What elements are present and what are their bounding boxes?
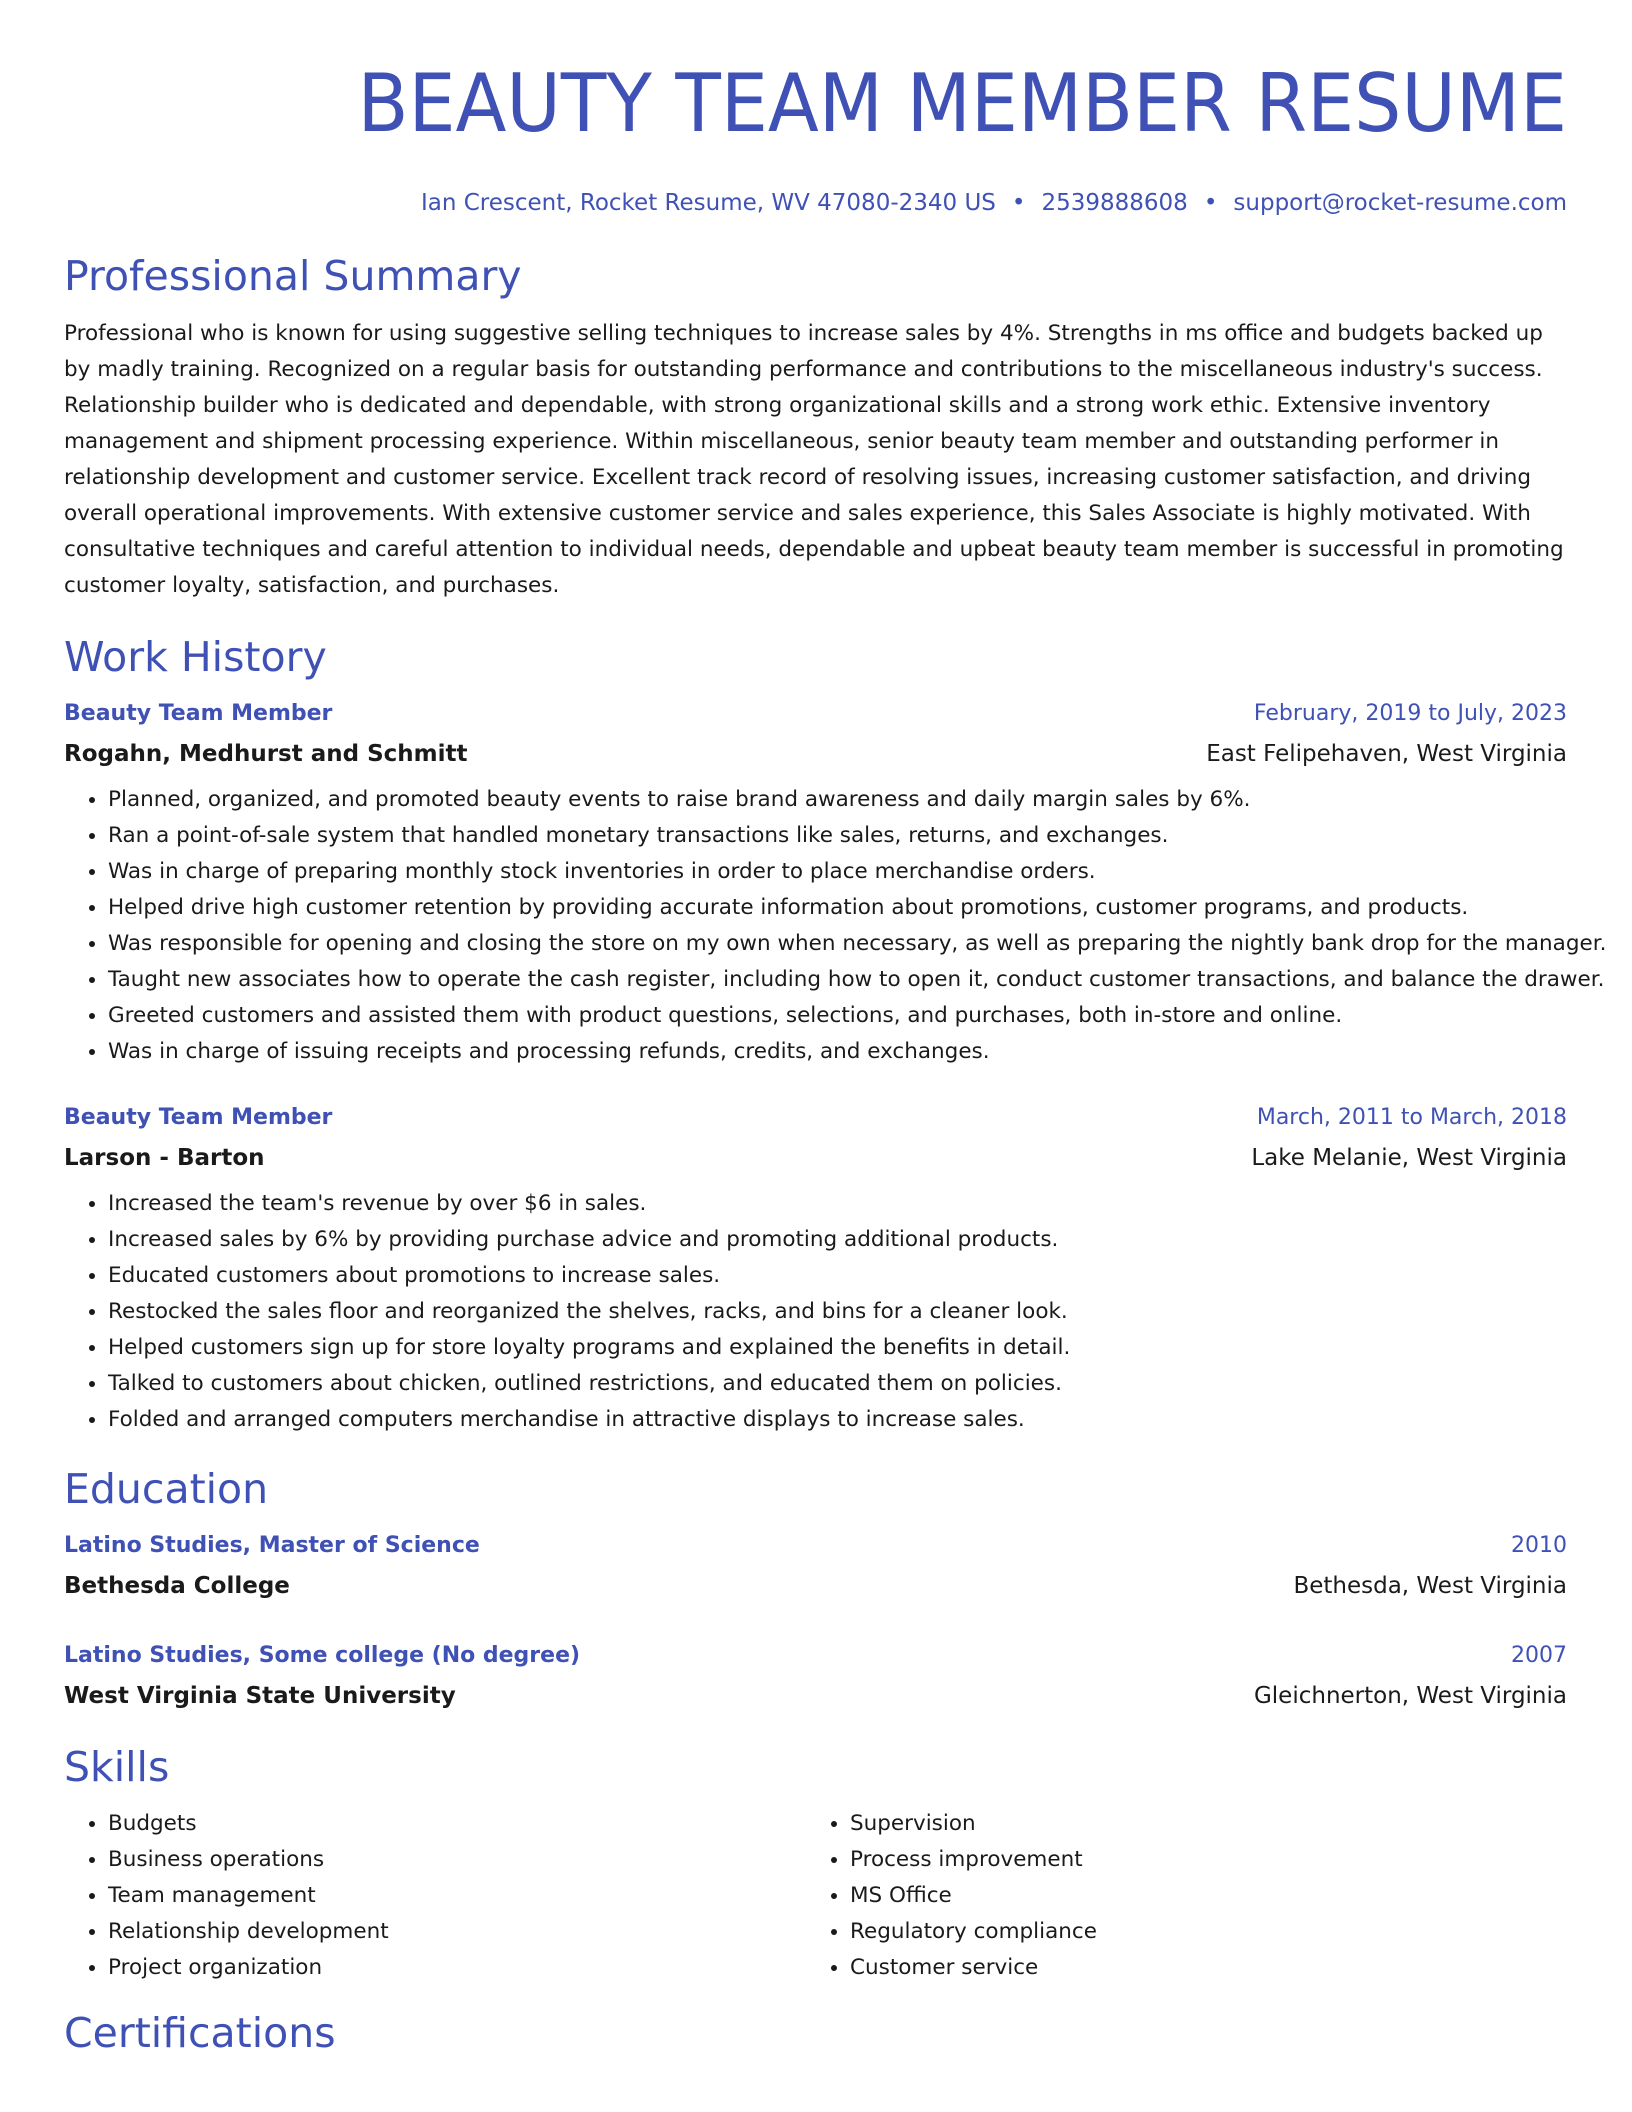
skill-item: • Project organization bbox=[108, 1950, 806, 1986]
job-location: East Felipehaven, West Virginia bbox=[1206, 741, 1567, 767]
skills-grid bbox=[64, 1806, 1567, 1986]
contact-line bbox=[64, 188, 1567, 218]
skill-item: • Team management bbox=[108, 1878, 806, 1914]
job-company: Rogahn, Medhurst and Schmitt bbox=[64, 741, 468, 767]
summary-text: Professional who is known for using suggestive selling techniques to increase sales by 4%. Strengths in ms office and budgets backed up by madly training. Recognized on a regular basis for outstanding performance and contributions to the miscellaneous industry's success. Relationship builder who is dedicated and dependable, with strong organizational skills and a strong work ethic. Extensive inventory management and shipment processing experience. Within miscellaneous, senior beauty team member and outstanding performer in relationship development and customer service. Excellent track record of resolving issues, increasing customer satisfaction, and driving overall operational improvements. With extensive customer service and sales experience, this Sales Associate is highly motivated. With consultative techniques and careful attention to individual needs, dependable and upbeat beauty team member is successful in promoting customer loyalty, satisfaction, and purchases. bbox=[64, 321, 1564, 598]
education-degree-row bbox=[64, 1526, 1567, 1566]
education-entry bbox=[64, 1526, 1567, 1606]
job-bullet: • Increased sales by 6% by providing purchase advice and promoting additional products. bbox=[108, 1222, 1567, 1258]
contact-email[interactable]: support@rocket-resume.com bbox=[1233, 190, 1567, 216]
job-bullet: • Folded and arranged computers merchandise in attractive displays to increase sales. bbox=[108, 1402, 1567, 1438]
job-company: Larson - Barton bbox=[64, 1145, 265, 1171]
job-bullet: • Talked to customers about chicken, outlined restrictions, and educated them on policies. bbox=[108, 1366, 1567, 1402]
job-dates: March, 2011 to March, 2018 bbox=[1256, 1105, 1567, 1130]
resume-page bbox=[64, 0, 1607, 2058]
education-degree: Latino Studies, Some college (No degree) bbox=[64, 1643, 581, 1668]
work-history-heading: Work History bbox=[64, 633, 327, 681]
education-degree-row bbox=[64, 1636, 1567, 1676]
education-location: Gleichnerton, West Virginia bbox=[1253, 1683, 1567, 1709]
job-company-row bbox=[64, 1138, 1567, 1178]
education-school: West Virginia State University bbox=[64, 1683, 456, 1709]
skill-item: • Customer service bbox=[850, 1950, 1548, 1986]
job-dates: February, 2019 to July, 2023 bbox=[1253, 701, 1567, 726]
resume-title: BEAUTY TEAM MEMBER RESUME bbox=[357, 57, 1568, 150]
certifications-heading: Certifications bbox=[64, 2009, 336, 2057]
job-bullet-list bbox=[64, 1186, 1567, 1438]
education-year: 2010 bbox=[1511, 1533, 1567, 1558]
skill-item: • Budgets bbox=[108, 1806, 806, 1842]
education-school: Bethesda College bbox=[64, 1573, 290, 1599]
job-bullet: • Educated customers about promotions to increase sales. bbox=[108, 1258, 1567, 1294]
education-year: 2007 bbox=[1511, 1643, 1567, 1668]
education-entry bbox=[64, 1636, 1567, 1716]
contact-separator: • bbox=[1011, 190, 1026, 216]
skills-column-left bbox=[64, 1806, 806, 1986]
skill-item: • Relationship development bbox=[108, 1914, 806, 1950]
education-degree: Latino Studies, Master of Science bbox=[64, 1533, 480, 1558]
job-title: Beauty Team Member bbox=[64, 1105, 333, 1130]
contact-address: Ian Crescent, Rocket Resume, WV 47080-2340 US bbox=[420, 190, 996, 216]
job-entry bbox=[64, 1098, 1567, 1438]
job-bullet: • Restocked the sales floor and reorganized the shelves, racks, and bins for a cleaner look. bbox=[108, 1294, 1567, 1330]
skills-heading: Skills bbox=[64, 1743, 170, 1791]
job-entry bbox=[64, 694, 1607, 1070]
job-bullet: • Planned, organized, and promoted beauty events to raise brand awareness and daily margin sales by 6%. bbox=[108, 782, 1567, 818]
job-bullet: • Greeted customers and assisted them with product questions, selections, and purchases, both in-store and online. bbox=[108, 998, 1567, 1034]
skill-item: • Business operations bbox=[108, 1842, 806, 1878]
job-company-row bbox=[64, 734, 1567, 774]
skill-item: • Supervision bbox=[850, 1806, 1548, 1842]
summary-heading: Professional Summary bbox=[64, 252, 522, 300]
job-bullet: • Ran a point-of-sale system that handled monetary transactions like sales, returns, and exchanges. bbox=[108, 818, 1567, 854]
contact-separator: • bbox=[1203, 190, 1218, 216]
job-title-row bbox=[64, 1098, 1567, 1138]
job-bullet: • Helped drive high customer retention by providing accurate information about promotions, customer programs, and products. bbox=[108, 890, 1567, 926]
education-heading: Education bbox=[64, 1465, 269, 1513]
education-location: Bethesda, West Virginia bbox=[1293, 1573, 1567, 1599]
skills-column-right bbox=[806, 1806, 1548, 1986]
education-school-row bbox=[64, 1676, 1567, 1716]
skill-item: • Process improvement bbox=[850, 1842, 1548, 1878]
job-title-row bbox=[64, 694, 1567, 734]
job-bullet: • Helped customers sign up for store loyalty programs and explained the benefits in detail. bbox=[108, 1330, 1567, 1366]
job-bullet: • Was responsible for opening and closing the store on my own when necessary, as well as preparing the nightly bank drop for the manager. bbox=[108, 926, 1567, 962]
job-title: Beauty Team Member bbox=[64, 701, 333, 726]
job-bullet: • Increased the team's revenue by over $6 in sales. bbox=[108, 1186, 1567, 1222]
job-bullet: • Was in charge of preparing monthly stock inventories in order to place merchandise orders. bbox=[108, 854, 1567, 890]
education-school-row bbox=[64, 1566, 1567, 1606]
job-bullet-list bbox=[64, 782, 1607, 1070]
job-bullet: • Taught new associates how to operate the cash register, including how to open it, conduct customer transactions, and balance the drawer. bbox=[108, 962, 1567, 998]
job-location: Lake Melanie, West Virginia bbox=[1251, 1145, 1567, 1171]
contact-phone: 2539888608 bbox=[1041, 190, 1188, 216]
skill-item: • MS Office bbox=[850, 1878, 1548, 1914]
job-bullet: • Was in charge of issuing receipts and processing refunds, credits, and exchanges. bbox=[108, 1034, 1567, 1070]
skill-item: • Regulatory compliance bbox=[850, 1914, 1548, 1950]
